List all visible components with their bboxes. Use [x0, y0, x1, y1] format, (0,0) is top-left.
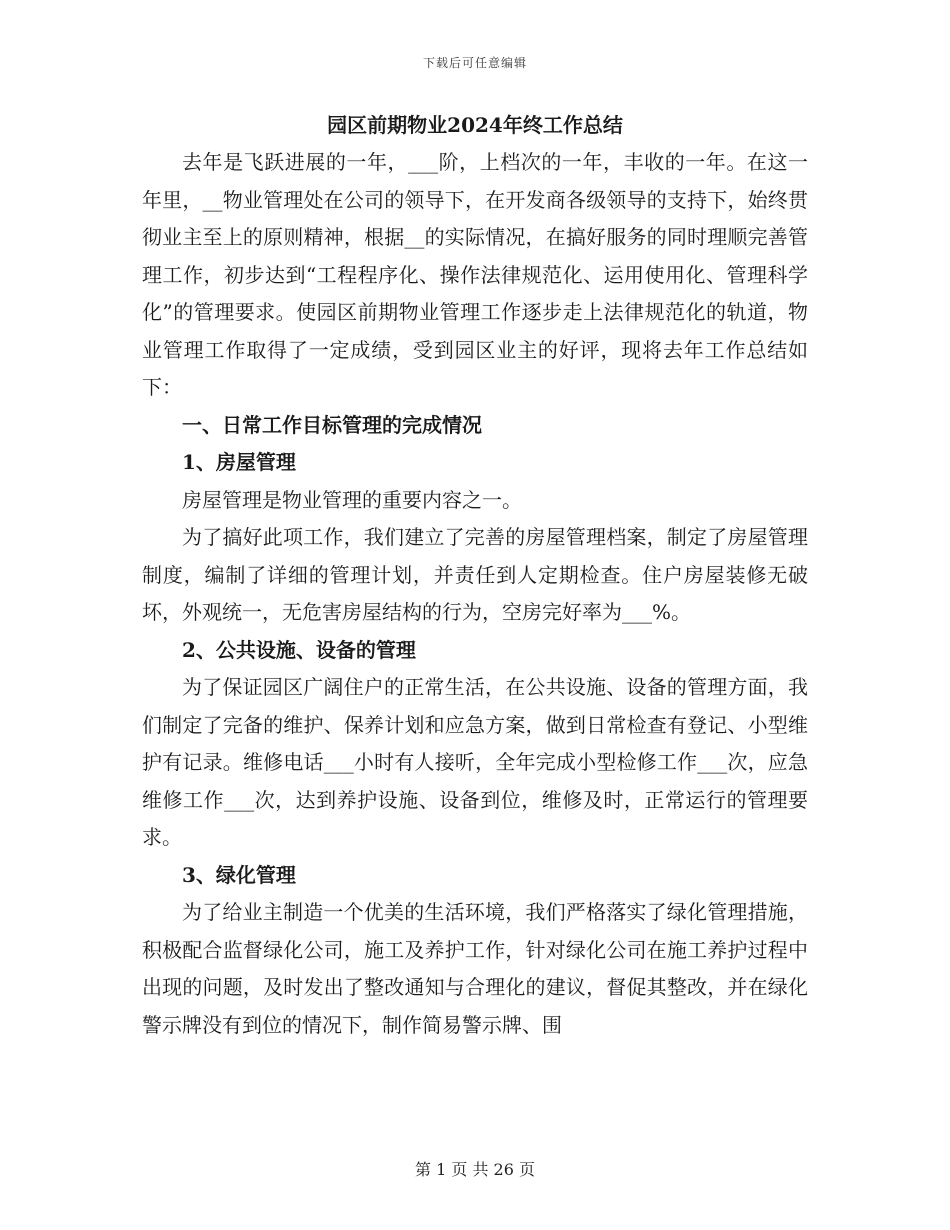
paragraph-housing-detail: 为了搞好此项工作，我们建立了完善的房屋管理档案，制定了房屋管理制度，编制了详细的管理计划，并责任到人定期检查。住户房屋装修无破坏，外观统一，无危害房屋结构的行为，空房完好率为___%。 — [142, 525, 808, 624]
subsection-heading-facilities: 2、公共设施、设备的管理 — [182, 637, 416, 662]
paragraph-housing-intro: 房屋管理是物业管理的重要内容之一。 — [182, 487, 522, 512]
section-heading-daily-goals: 一、日常工作目标管理的完成情况 — [182, 412, 482, 437]
document-title: 园区前期物业2024年终工作总结 — [327, 113, 623, 137]
paragraph-facilities: 为了保证园区广阔住户的正常生活，在公共设施、设备的管理方面，我们制定了完备的维护、保养计划和应急方案，做到日常检查有登记、小型维护有记录。维修电话___小时有人接听，全年完成小型检修工作___次，应急维修工作___次，达到养护设施、设备到位，维修及时，正常运行的管理要求。 — [142, 675, 808, 849]
document-body — [142, 106, 808, 1044]
page-header: 下载后可任意编辑 — [422, 56, 527, 70]
page-number-footer: 第 1 页 共 26 页 — [415, 1160, 535, 1179]
subsection-heading-housing: 1、房屋管理 — [182, 450, 296, 474]
subsection-heading-greening: 3、绿化管理 — [182, 862, 296, 887]
paragraph-greening: 为了给业主制造一个优美的生活环境，我们严格落实了绿化管理措施，积极配合监督绿化公司，施工及养护工作，针对绿化公司在施工养护过程中出现的问题，及时发出了整改通知与合理化的建议，督促其整改，并在绿化警示牌没有到位的情况下，制作简易警示牌、围 — [142, 900, 808, 1037]
paragraph-intro: 去年是飞跃进展的一年，___阶，上档次的一年，丰收的一年。在这一年里，__物业管理处在公司的领导下，在开发商各级领导的支持下，始终贯彻业主至上的原则精神，根据__的实际情况，在搞好服务的同时理顺完善管理工作，初步达到“工程程序化、操作法律规范化、运用使用化、管理科学化”的管理要求。使园区前期物业管理工作逐步走上法律规范化的轨道，物业管理工作取得了一定成绩，受到园区业主的好评，现将去年工作总结如下： — [142, 150, 808, 399]
